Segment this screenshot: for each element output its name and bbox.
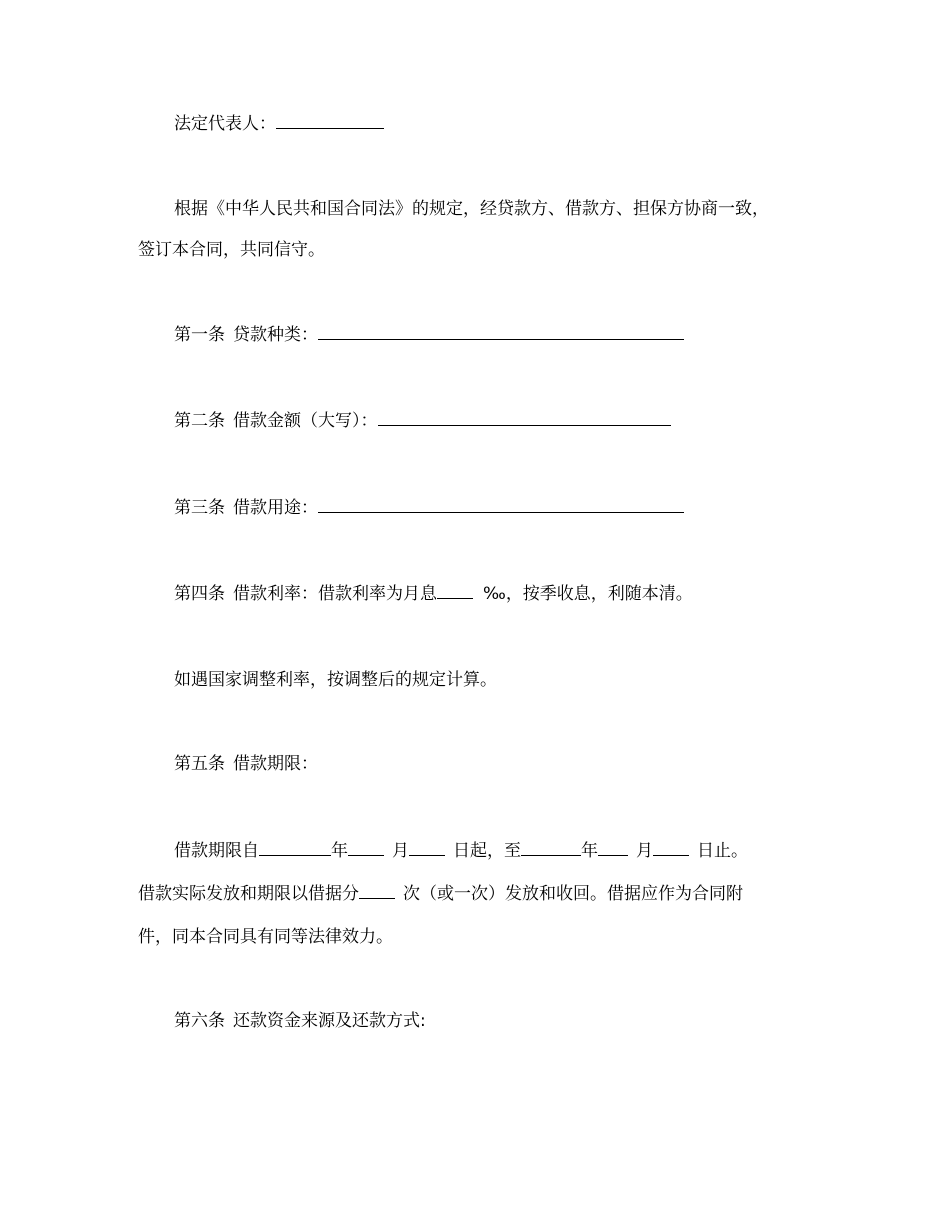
article-3-title: 借款用途： <box>233 498 318 518</box>
term-start-month-blank <box>348 840 384 856</box>
article-6-title: 还款资金来源及还款方式: <box>233 1011 426 1031</box>
article-3-blank <box>318 497 684 513</box>
article-1-title: 贷款种类： <box>233 325 318 345</box>
term-start-year-label: 年 <box>331 841 348 861</box>
term-line-3: 件，同本合同具有同等法律效力。 <box>138 927 393 947</box>
article-2-blank <box>378 410 671 426</box>
preamble-line-2: 签订本合同，共同信守。 <box>138 240 325 260</box>
term-end-day-label: 日止。 <box>697 841 748 861</box>
term-end-month-label: 月 <box>636 841 653 861</box>
term-end-year-label: 年 <box>581 841 598 861</box>
legal-rep-blank <box>276 113 384 129</box>
article-3 <box>174 496 684 520</box>
preamble-line-1: 根据《中华人民共和国合同法》的规定，经贷款方、借款方、担保方协商一致， <box>174 199 769 219</box>
article-1-blank <box>318 324 684 340</box>
term-start-month-label: 月 <box>392 841 409 861</box>
article-5 <box>174 752 318 776</box>
article-5-title: 借款期限： <box>233 754 318 774</box>
term-start-year-blank <box>259 840 331 856</box>
term-end-month-blank <box>598 840 628 856</box>
article-4-rest: ，按季收息，利随本清。 <box>505 584 693 604</box>
rate-adjust-line: 如遇国家调整利率，按调整后的规定计算。 <box>174 670 497 690</box>
article-4-title: 借款利率：借款利率为月息 <box>233 584 437 604</box>
article-1-number: 第一条 <box>174 325 225 345</box>
article-6 <box>174 1009 426 1033</box>
term-line-2 <box>138 882 743 906</box>
term-end-year-blank <box>521 840 581 856</box>
term-line-2-b: 次（或一次）发放和收回。借据应作为合同附 <box>403 884 743 904</box>
article-6-number: 第六条 <box>174 1011 225 1031</box>
article-1 <box>174 323 684 347</box>
term-start-label: 借款期限自 <box>174 841 259 861</box>
term-count-blank <box>359 883 395 899</box>
article-4-number: 第四条 <box>174 584 225 604</box>
article-4-unit: ‰ <box>483 584 506 604</box>
article-2-title: 借款金额（大写）： <box>233 411 378 431</box>
term-start-day-blank <box>409 840 445 856</box>
term-end-day-blank <box>653 840 689 856</box>
article-4-rate-blank <box>437 583 473 599</box>
legal-rep-label: 法定代表人： <box>174 114 276 134</box>
term-line-2-a: 借款实际发放和期限以借据分 <box>138 884 359 904</box>
term-start-day-label: 日起，至 <box>453 841 521 861</box>
article-4 <box>174 582 693 606</box>
legal-rep-line <box>174 112 384 136</box>
article-5-number: 第五条 <box>174 754 225 774</box>
article-2-number: 第二条 <box>174 411 225 431</box>
article-3-number: 第三条 <box>174 498 225 518</box>
term-line-1 <box>174 839 748 863</box>
article-2 <box>174 409 671 433</box>
